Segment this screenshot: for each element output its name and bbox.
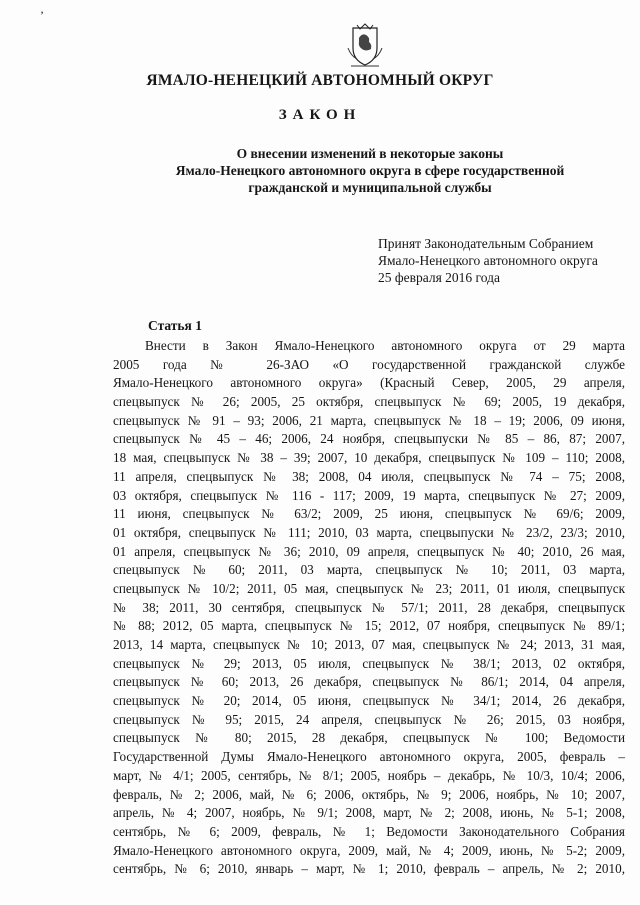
article-text-line: 11 июня, спецвыпуск № 63/2; 2009, 25 июня, спецвыпуск № 69/6; 2009, xyxy=(113,506,625,522)
adoption-line: Принят Законодательным Собранием xyxy=(378,236,594,251)
article-text-line: спецвыпуск № 60; 2013, 26 декабря, спецвыпуск № 86/1; 2014, 04 апреля, xyxy=(113,674,625,690)
adoption-line: 25 февраля 2016 года xyxy=(378,270,500,285)
adoption-line: Ямало-Ненецкого автономного округа xyxy=(378,253,598,268)
article-text-line: Государственной Думы Ямало-Ненецкого автономного округа, 2005, февраль – xyxy=(113,749,625,765)
article-text-line: сентябрь, № 6; 2010, январь – март, № 1; 2010, февраль – апрель, № 2; 2010, xyxy=(113,861,625,877)
article-text-line: спецвыпуск № 10/2; 2011, 05 мая, спецвыпуск № 23; 2011, 01 июля, спецвыпуск xyxy=(113,580,625,596)
article-text-line: 01 октября, спецвыпуск № 111; 2010, 03 марта, спецвыпуски № 23/2, 23/3; 2010, xyxy=(113,524,625,540)
article-text-line: март, № 4/1; 2005, сентябрь, № 8/1; 2005, ноябрь – декабрь, № 10/3, 10/4; 2006, xyxy=(113,767,625,783)
article-text-line: февраль, № 2; 2006, май, № 6; 2006, октябрь, № 9; 2006, ноябрь, № 10; 2007, xyxy=(113,786,625,802)
article-text-line: спецвыпуск № 91 – 93; 2006, 21 марта, спецвыпуск № 18 – 19; 2006, 09 июня, xyxy=(113,412,625,428)
adoption-note xyxy=(378,235,628,286)
article-text-line: № 38; 2011, 30 сентября, спецвыпуск № 57/1; 2011, 28 декабря, спецвыпуск xyxy=(113,599,625,615)
article-text-line: спецвыпуск № 45 – 46; 2006, 24 ноября, спецвыпуски № 85 – 86, 87; 2007, xyxy=(113,431,625,447)
article-text-line: Ямало-Ненецкого автономного округа, 2009, май, № 4; 2009, июнь, № 5-2; 2009, xyxy=(113,842,625,858)
coat-of-arms-emblem-icon xyxy=(345,22,385,68)
article-text-line: спецвыпуск № 20; 2014, 05 июня, спецвыпуск № 34/1; 2014, 26 декабря, xyxy=(113,693,625,709)
article-text-line: апрель, № 4; 2007, ноябрь, № 9/1; 2008, март, № 2; 2008, июнь, № 5-1; 2008, xyxy=(113,805,625,821)
article-text-line: сентябрь, № 6; 2009, февраль, № 1; Ведомости Законодательного Собрания xyxy=(113,823,625,839)
law-title-line: гражданской и муниципальной службы xyxy=(248,180,492,195)
document-type-heading: ЗАКОН xyxy=(278,107,362,123)
article-text-line: спецвыпуск № 60; 2011, 03 марта, спецвыпуск № 10; 2011, 03 марта, xyxy=(113,562,625,578)
article-text-line: спецвыпуск № 29; 2013, 05 июля, спецвыпуск № 38/1; 2013, 02 октября, xyxy=(113,655,625,671)
article-text-line: 03 октября, спецвыпуск № 116 - 117; 2009, 19 марта, спецвыпуск № 27; 2009, xyxy=(113,487,625,503)
article-text-line: спецвыпуск № 95; 2015, 24 апреля, спецвыпуск № 26; 2015, 03 ноября, xyxy=(113,711,625,727)
article-text-line: 11 апреля, спецвыпуск № 38; 2008, 04 июля, спецвыпуск № 74 – 75; 2008, xyxy=(113,468,625,484)
article-heading: Статья 1 xyxy=(148,318,202,333)
article-text-line: 2005 года № 26-ЗАО «О государственной гражданской службе xyxy=(113,356,625,372)
region-title: ЯМАЛО-НЕНЕЦКИЙ АВТОНОМНЫЙ ОКРУГ xyxy=(146,72,494,89)
article-text-line: № 88; 2012, 05 марта, спецвыпуск № 15; 2012, 07 ноября, спецвыпуск № 89/1; xyxy=(113,618,625,634)
article-text-line: Ямало-Ненецкого автономного округа» (Красный Север, 2005, 29 апреля, xyxy=(113,375,625,391)
law-title-line: Ямало-Ненецкого автономного округа в сфере государственной xyxy=(175,163,565,178)
article-text-line: спецвыпуск № 26; 2005, 25 октября, спецвыпуск № 69; 2005, 19 декабря, xyxy=(113,394,625,410)
law-title-line: О внесении изменений в некоторые законы xyxy=(236,146,504,161)
article-text-line: Внести в Закон Ямало-Ненецкого автономного округа от 29 марта xyxy=(145,338,625,353)
article-text-line: 01 апреля, спецвыпуск № 36; 2010, 09 апреля, спецвыпуск № 40; 2010, 26 мая, xyxy=(113,543,625,559)
article-text-line: 18 мая, спецвыпуск № 38 – 39; 2007, 10 декабря, спецвыпуск № 109 – 110; 2008, xyxy=(113,450,625,466)
law-title xyxy=(140,145,600,196)
article-body xyxy=(113,337,625,879)
corner-mark: ’ xyxy=(40,8,44,22)
article-text-line: 2013, 14 марта, спецвыпуск № 10; 2013, 07 мая, спецвыпуск № 24; 2013, 31 мая, xyxy=(113,637,625,652)
article-text-line: спецвыпуск № 80; 2015, 28 декабря, спецвыпуск № 100; Ведомости xyxy=(113,730,625,746)
